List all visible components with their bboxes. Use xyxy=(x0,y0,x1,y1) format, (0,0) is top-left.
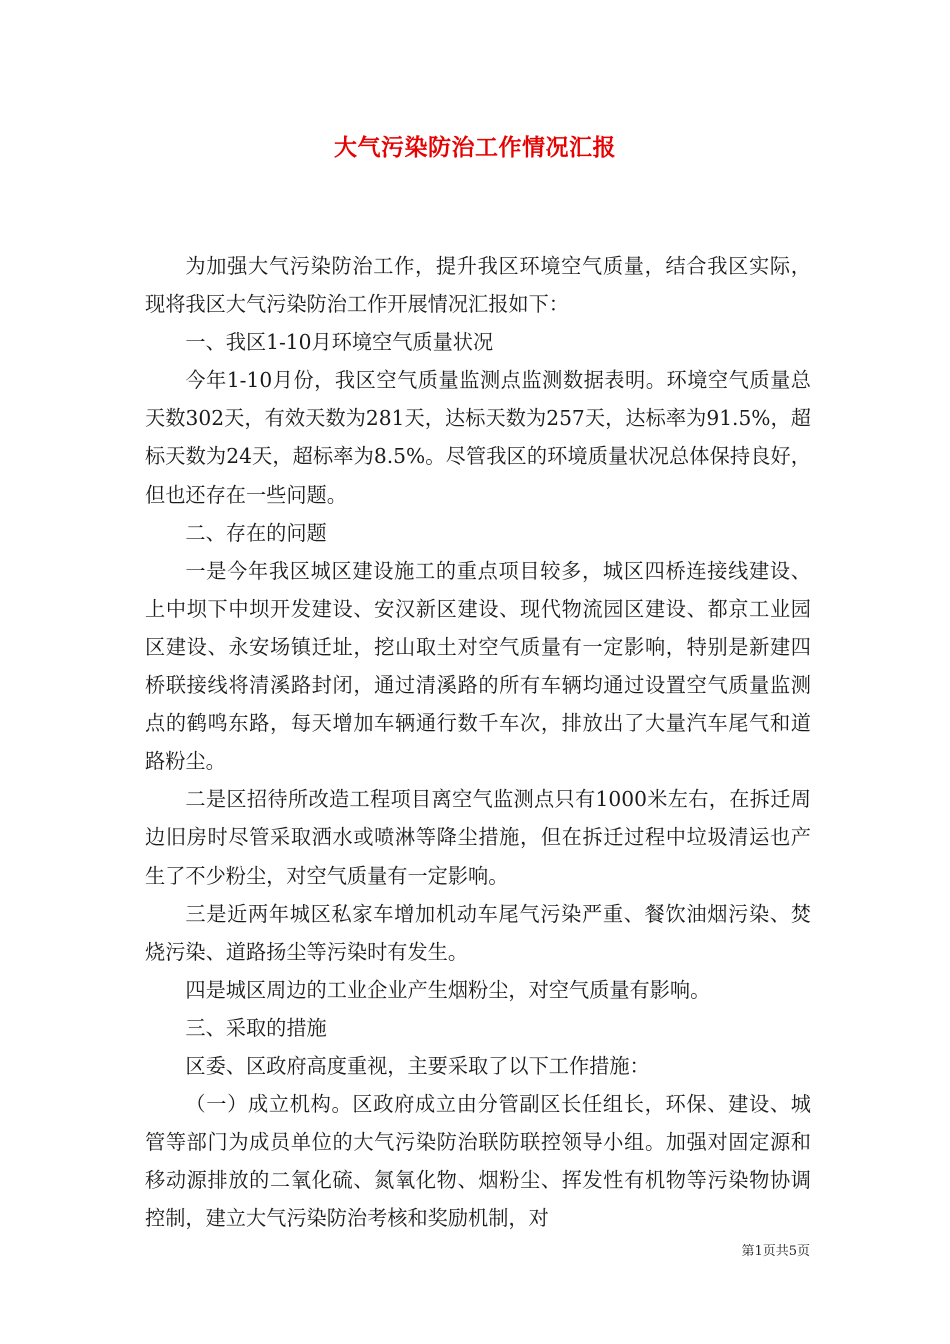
paragraph-problem-2: 二是区招待所改造工程项目离空气监测点只有1000米左右，在拆迁周边旧房时尽管采取洒水或喷淋等降尘措施，但在拆迁过程中垃圾清运也产生了不少粉尘，对空气质量有一定影响。 xyxy=(145,787,811,888)
paragraph-measures-intro: 区委、区政府高度重视，主要采取了以下工作措施： xyxy=(185,1053,650,1078)
paragraph-air-quality: 今年1-10月份，我区空气质量监测点监测数据表明。环境空气质量总天数302天，有效天数为281天，达标天数为257天，达标率为91.5%，超标天数为24天，超标率为8.5%。尽管我区的环境质量状况总体保持良好，但也还存在一些问题。 xyxy=(145,368,811,507)
document-title: 大气污染防治工作情况汇报 xyxy=(334,134,616,161)
paragraph-measure-1: （一）成立机构。区政府成立由分管副区长任组长，环保、建设、城管等部门为成员单位的大气污染防治联防联控领导小组。加强对固定源和移动源排放的二氧化硫、氮氧化物、烟粉尘、挥发性有机物等污染物协调控制，建立大气污染防治考核和奖励机制，对 xyxy=(145,1092,811,1231)
paragraph-problem-3: 三是近两年城区私家车增加机动车尾气污染严重、餐饮油烟污染、焚烧污染、道路扬尘等污染时有发生。 xyxy=(145,901,811,964)
document-body xyxy=(145,247,811,1237)
paragraph-intro: 为加强大气污染防治工作，提升我区环境空气质量，结合我区实际，现将我区大气污染防治工作开展情况汇报如下： xyxy=(145,254,811,317)
section-heading-3: 三、采取的措施 xyxy=(185,1015,327,1040)
section-heading-1: 一、我区1-10月环境空气质量状况 xyxy=(185,330,494,355)
page-number: 第1页共5页 xyxy=(741,1244,810,1259)
paragraph-problem-4: 四是城区周边的工业企业产生烟粉尘，对空气质量有影响。 xyxy=(185,977,711,1002)
paragraph-problem-1: 一是今年我区城区建设施工的重点项目较多，城区四桥连接线建设、上中坝下中坝开发建设、安汉新区建设、现代物流园区建设、都京工业园区建设、永安场镇迁址，挖山取土对空气质量有一定影响，特别是新建四桥联接线将清溪路封闭，通过清溪路的所有车辆均通过设置空气质量监测点的鹤鸣东路，每天增加车辆通行数千车次，排放出了大量汽车尾气和道路粉尘。 xyxy=(145,558,811,774)
section-heading-2: 二、存在的问题 xyxy=(185,520,327,545)
